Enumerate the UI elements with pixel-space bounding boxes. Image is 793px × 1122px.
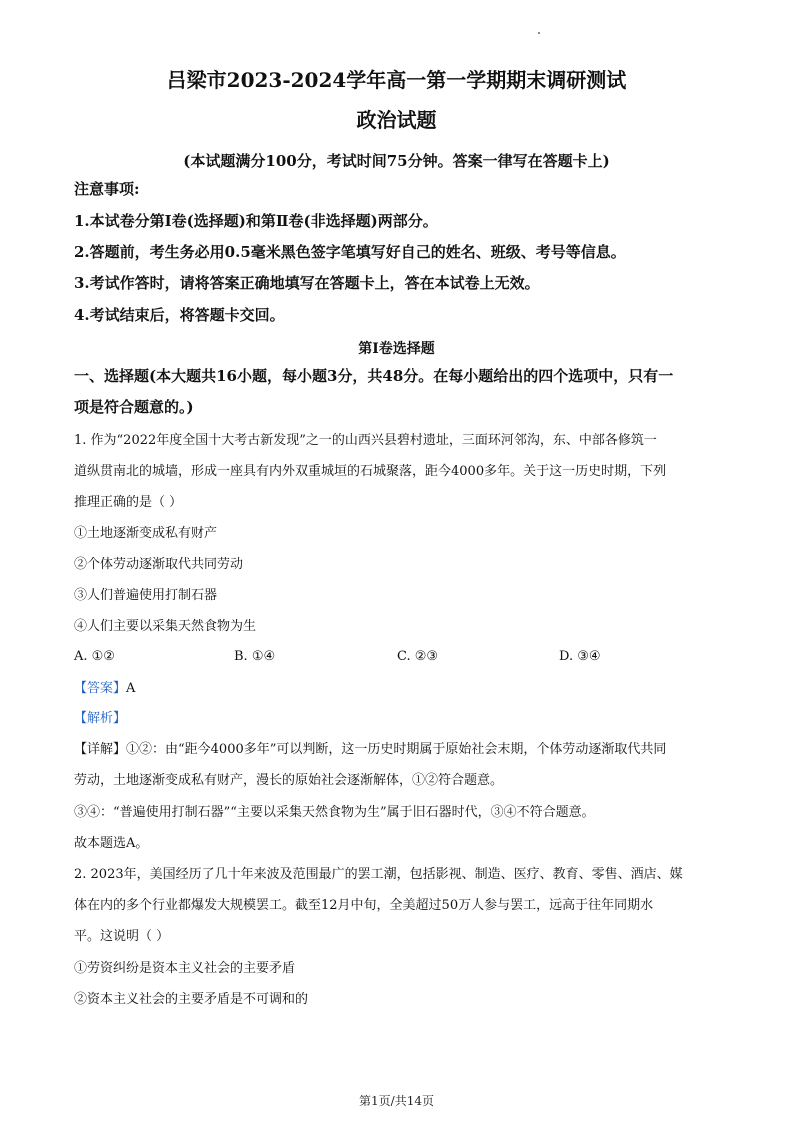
section-title: 第Ⅰ卷选择题 bbox=[358, 341, 435, 357]
q1-statement: ②个体劳动逐渐取代共同劳动 bbox=[74, 557, 244, 572]
q1-detail: ③④：“普遍使用打制石器”“主要以采集天然食物为生”属于旧石器时代，③④不符合题意。 bbox=[74, 805, 595, 820]
instruction-item: 4.考试结束后，将答题卡交回。 bbox=[74, 306, 285, 324]
q1-answer bbox=[74, 680, 724, 698]
instruction-item: 3.考试作答时，请将答案正确地填写在答题卡上，答在本试卷上无效。 bbox=[74, 274, 540, 292]
page-number: 第1页/共14页 bbox=[359, 1094, 434, 1108]
q1-detail: 劳动，土地逐渐变成私有财产，漫长的原始社会逐渐解体，①②符合题意。 bbox=[74, 773, 504, 788]
q1-detail bbox=[74, 741, 724, 759]
q1-option-d: D. ③④ bbox=[559, 649, 601, 664]
exam-note: (本试题满分100分，考试时间75分钟。答案一律写在答题卡上) bbox=[183, 152, 610, 170]
q1-stem: 道纵贯南北的城墙，形成一座具有内外双重城垣的石城聚落，距今4000多年。关于这一历史时期，下列 bbox=[74, 464, 667, 479]
q2-statement: ①劳资纠纷是资本主义社会的主要矛盾 bbox=[74, 961, 296, 976]
exam-title: 吕梁市2023-2024学年高一第一学期期末调研测试 bbox=[166, 68, 627, 92]
q1-option-a: A. ①② bbox=[74, 649, 115, 664]
answer-value: A bbox=[126, 681, 136, 696]
instruction-item: 2.答题前，考生务必用0.5毫米黑色签字笔填写好自己的姓名、班级、考号等信息。 bbox=[74, 243, 626, 261]
instructions-heading: 注意事项: bbox=[74, 180, 140, 198]
q2-stem: 2. 2023年，美国经历了几十年来波及范围最广的罢工潮，包括影视、制造、医疗、教育、零售、酒店、媒 bbox=[74, 867, 683, 882]
q1-option-b: B. ①④ bbox=[234, 649, 276, 664]
q1-detail: 故本题选A。 bbox=[74, 836, 149, 851]
detail-text: ①②：由“距今4000多年”可以判断，这一历史时期属于原始社会末期，个体劳动逐渐取代共同 bbox=[126, 742, 667, 757]
q1-option-c: C. ②③ bbox=[397, 649, 439, 664]
section-intro: 一、选择题(本大题共16小题，每小题3分，共48分。在每小题给出的四个选项中，只有一 bbox=[74, 367, 674, 385]
instruction-item: 1.本试卷分第Ⅰ卷(选择题)和第Ⅱ卷(非选择题)两部分。 bbox=[74, 212, 438, 230]
analysis-label: 【解析】 bbox=[74, 711, 127, 726]
scan-dot bbox=[538, 32, 540, 34]
q2-stem: 体在内的多个行业都爆发大规模罢工。截至12月中旬，全美超过50万人参与罢工，远高于往年同期水 bbox=[74, 898, 654, 913]
q2-statement: ②资本主义社会的主要矛盾是不可调和的 bbox=[74, 992, 309, 1007]
q1-statement: ①土地逐渐变成私有财产 bbox=[74, 526, 218, 541]
answer-label: 【答案】 bbox=[74, 681, 127, 696]
section-intro: 项是符合题意的。) bbox=[74, 398, 194, 416]
q1-stem: 1. 作为“2022年度全国十大考古新发现”之一的山西兴县碧村遗址，三面环河邻沟，东、中部各修筑一 bbox=[74, 433, 657, 448]
q1-statement: ④人们主要以采集天然食物为生 bbox=[74, 619, 257, 634]
q2-stem: 平。这说明（ ） bbox=[74, 929, 170, 944]
exam-subject: 政治试题 bbox=[356, 108, 437, 132]
detail-label: 【详解】 bbox=[74, 742, 127, 757]
q1-stem: 推理正确的是（ ） bbox=[74, 495, 183, 510]
q1-statement: ③人们普遍使用打制石器 bbox=[74, 588, 218, 603]
